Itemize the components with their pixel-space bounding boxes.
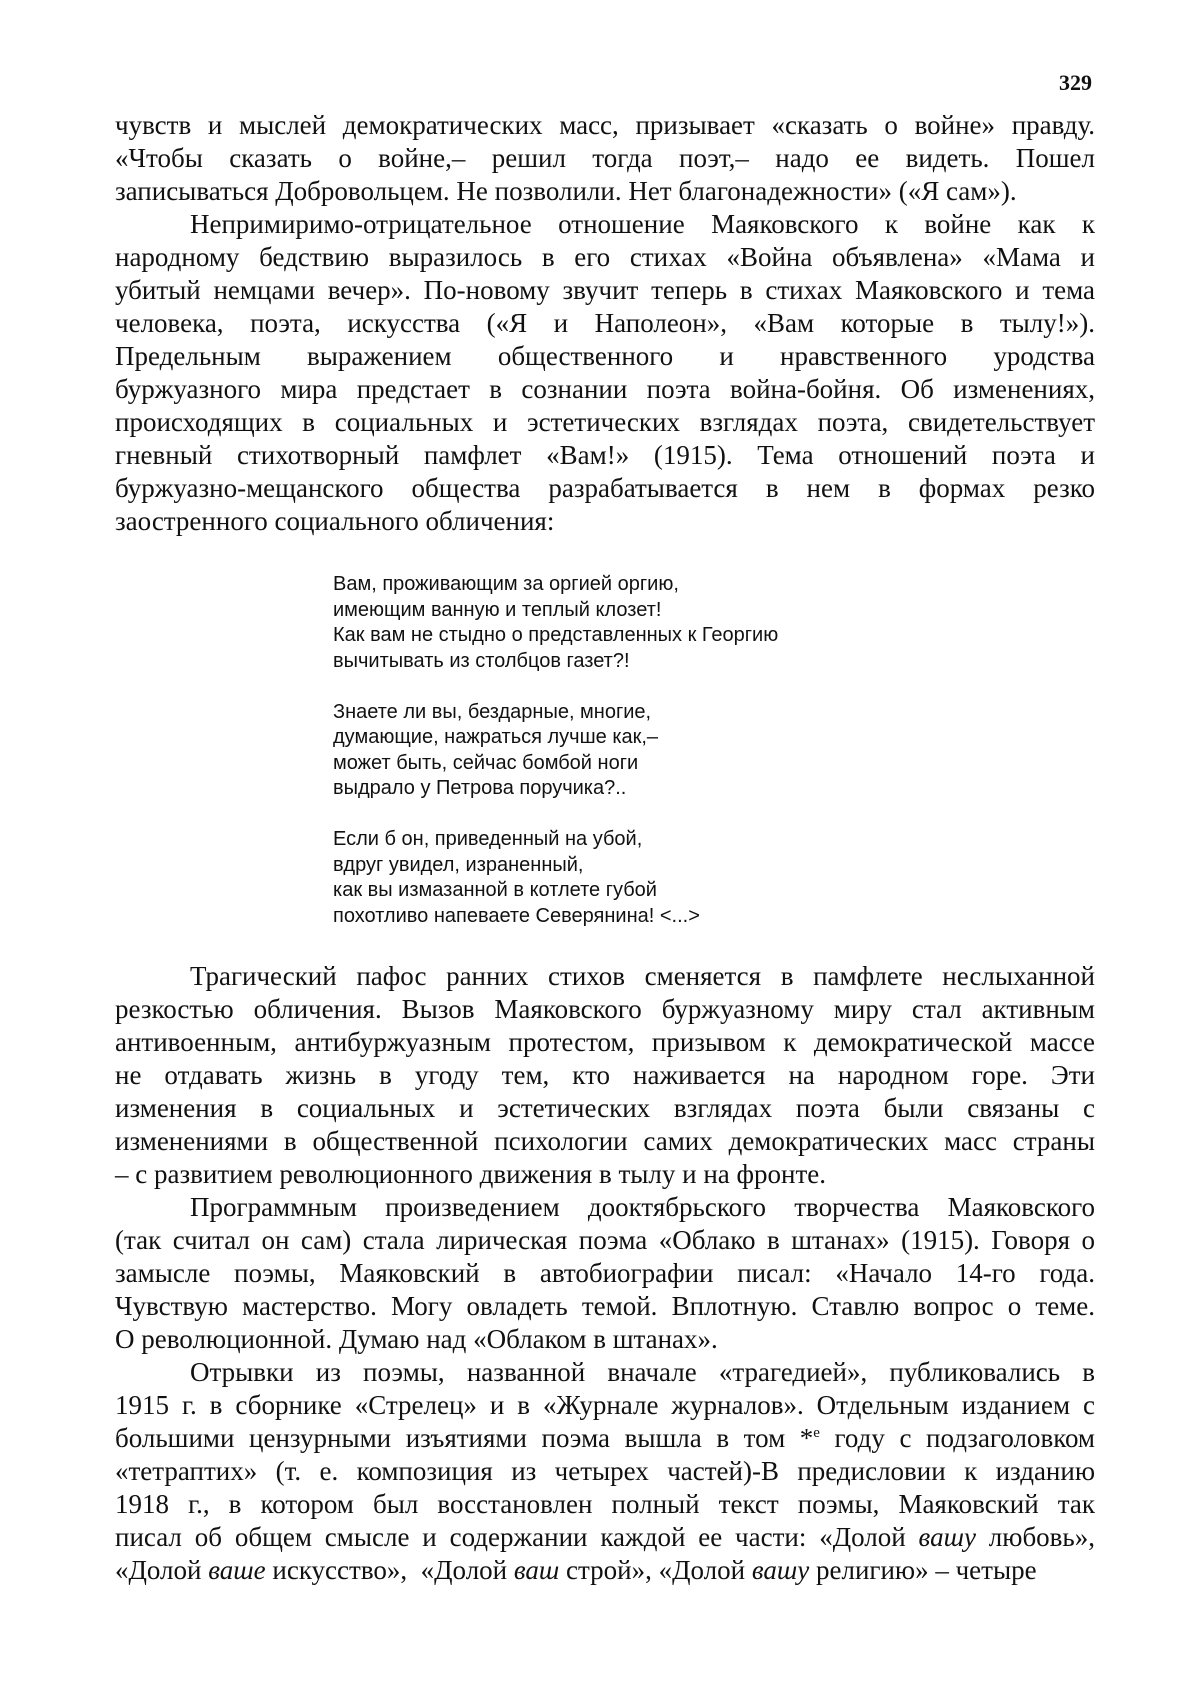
paragraph bbox=[115, 208, 1095, 538]
poem-line: выдрало у Петрова поручика?.. bbox=[333, 777, 627, 799]
text-line: антивоенным, антибуржуазным протестом, призывом к демократической массе bbox=[115, 1027, 1095, 1057]
text-fragment: искусство», «Долой bbox=[265, 1555, 514, 1585]
poem-stanza bbox=[333, 700, 778, 802]
text-line: Чувствую мастерство. Могу овладеть темой. Вплотную. Ставлю вопрос о теме. bbox=[115, 1291, 1095, 1321]
text-line bbox=[115, 1422, 1095, 1455]
text-line: резкостью обличения. Вызов Маяковского буржуазному миру стал активным bbox=[115, 994, 1095, 1024]
text-line: гневный стихотворный памфлет «Вам!» (1915). Тема отношений поэта и bbox=[115, 440, 1095, 470]
italic-word: ваше bbox=[208, 1555, 266, 1585]
text-fragment: большими цензурными изъятиями поэма вышла в том bbox=[115, 1423, 786, 1453]
text-line: Предельным выражением общественного и нравственного уродства bbox=[115, 341, 1095, 371]
text-line: О революционной. Думаю над «Облаком в штанах». bbox=[115, 1324, 718, 1354]
paragraph bbox=[115, 960, 1095, 1191]
text-line: Непримиримо-отрицательное отношение Маяковского к войне как к bbox=[190, 209, 1095, 239]
poem-stanza bbox=[333, 572, 778, 674]
text-fragment: году с подзаголовком bbox=[819, 1423, 1096, 1453]
text-line: (так считал он сам) стала лирическая поэма «Облако в штанах» (1915). Говоря о bbox=[115, 1225, 1095, 1255]
poem-line: Как вам не стыдно о представленных к Георгию bbox=[333, 624, 779, 646]
poem-line: думающие, нажраться лучше как,– bbox=[333, 726, 659, 748]
paragraph bbox=[115, 1356, 1095, 1587]
text-line: «Чтобы сказать о войне,– решил тогда поэт,– надо ее видеть. Пошел bbox=[115, 143, 1095, 173]
text-line: буржуазного мира предстает в сознании поэта война-бойня. Об изменениях, bbox=[115, 374, 1095, 404]
text-line: не отдавать жизнь в угоду тем, кто наживается на народном горе. Эти bbox=[115, 1060, 1095, 1090]
text-line: 1918 г., в котором был восстановлен полный текст поэмы, Маяковский так bbox=[115, 1489, 1095, 1519]
text-line: Отрывки из поэмы, названной вначале «трагедией», публиковались в bbox=[190, 1357, 1095, 1387]
footnote-star: * bbox=[799, 1423, 814, 1453]
poem-line: вдруг увидел, израненный, bbox=[333, 853, 584, 876]
poem-stanza bbox=[333, 827, 778, 929]
text-line bbox=[115, 1554, 1095, 1587]
poem-line: Знаете ли вы, бездарные, многие, bbox=[333, 700, 652, 723]
text-line: человека, поэта, искусства («Я и Наполеон», «Вам которые в тылу!»). bbox=[115, 308, 1095, 338]
poem-line: похотливо напеваете Северянина! <...> bbox=[333, 904, 700, 927]
text-fragment: любовь», bbox=[975, 1522, 1095, 1552]
text-line: изменениями в общественной психологии самих демократических масс страны bbox=[115, 1126, 1095, 1156]
text-fragment: «Долой bbox=[115, 1555, 202, 1585]
italic-word: ваш bbox=[513, 1555, 560, 1585]
paragraph bbox=[115, 109, 1095, 208]
text-line: – с развитием революционного движения в тылу и на фронте. bbox=[115, 1159, 826, 1189]
text-fragment: строй», «Долой bbox=[559, 1555, 752, 1585]
paragraph bbox=[115, 1191, 1095, 1356]
poem-line: имеющим ванную и теплый клозет! bbox=[333, 598, 662, 621]
text-line: «тетраптих» (т. е. композиция из четырех частей)-В предисловии к изданию bbox=[115, 1456, 1095, 1486]
poem-line: Вам, проживающим за оргией оргию, bbox=[333, 573, 679, 595]
text-line: записываться Добровольцем. Не позволили. Нет благонадежности» («Я сам»). bbox=[115, 176, 1017, 206]
italic-word: вашу bbox=[751, 1555, 810, 1585]
text-line: замысле поэмы, Маяковский в автобиографии писал: «Начало 14-го года. bbox=[115, 1258, 1095, 1288]
text-line: Программным произведением дооктябрьского творчества Маяковского bbox=[190, 1192, 1095, 1222]
text-fragment: религию» – четыре bbox=[809, 1555, 1037, 1585]
poem-line: может быть, сейчас бомбой ноги bbox=[333, 751, 639, 774]
text-line: убитый немцами вечер». По-новому звучит теперь в стихах Маяковского и тема bbox=[115, 275, 1095, 305]
superscript: е bbox=[813, 1425, 820, 1441]
text-line: заостренного социального обличения: bbox=[115, 506, 555, 536]
text-line: Трагический пафос ранних стихов сменяется в памфлете неслыханной bbox=[190, 961, 1095, 991]
page-number: 329 bbox=[1059, 70, 1092, 95]
text-line: изменения в социальных и эстетических взглядах поэта были связаны с bbox=[115, 1093, 1095, 1123]
poem-quote bbox=[333, 572, 778, 929]
poem-line: Если б он, приведенный на убой, bbox=[333, 828, 643, 850]
text-block-bottom bbox=[115, 960, 1095, 1587]
poem-line: как вы измазанной в котлете губой bbox=[333, 879, 657, 901]
text-line: чувств и мыслей демократических масс, призывает «сказать о войне» правду. bbox=[115, 110, 1095, 140]
text-line: народному бедствию выразилось в его стихах «Война объявлена» «Мама и bbox=[115, 242, 1095, 272]
poem-line: вычитывать из столбцов газет?! bbox=[333, 649, 630, 672]
text-line bbox=[115, 1521, 1095, 1554]
text-line: 1915 г. в сборнике «Стрелец» и в «Журнале журналов». Отдельным изданием с bbox=[115, 1390, 1095, 1420]
text-line: буржуазно-мещанского общества разрабатывается в нем в формах резко bbox=[115, 473, 1095, 503]
text-line: происходящих в социальных и эстетических взглядах поэта, свидетельствует bbox=[115, 407, 1095, 437]
text-fragment: писал об общем смысле и содержании каждой ее части: «Долой bbox=[115, 1522, 906, 1552]
text-block-top bbox=[115, 109, 1095, 538]
italic-word: вашу bbox=[918, 1522, 976, 1552]
